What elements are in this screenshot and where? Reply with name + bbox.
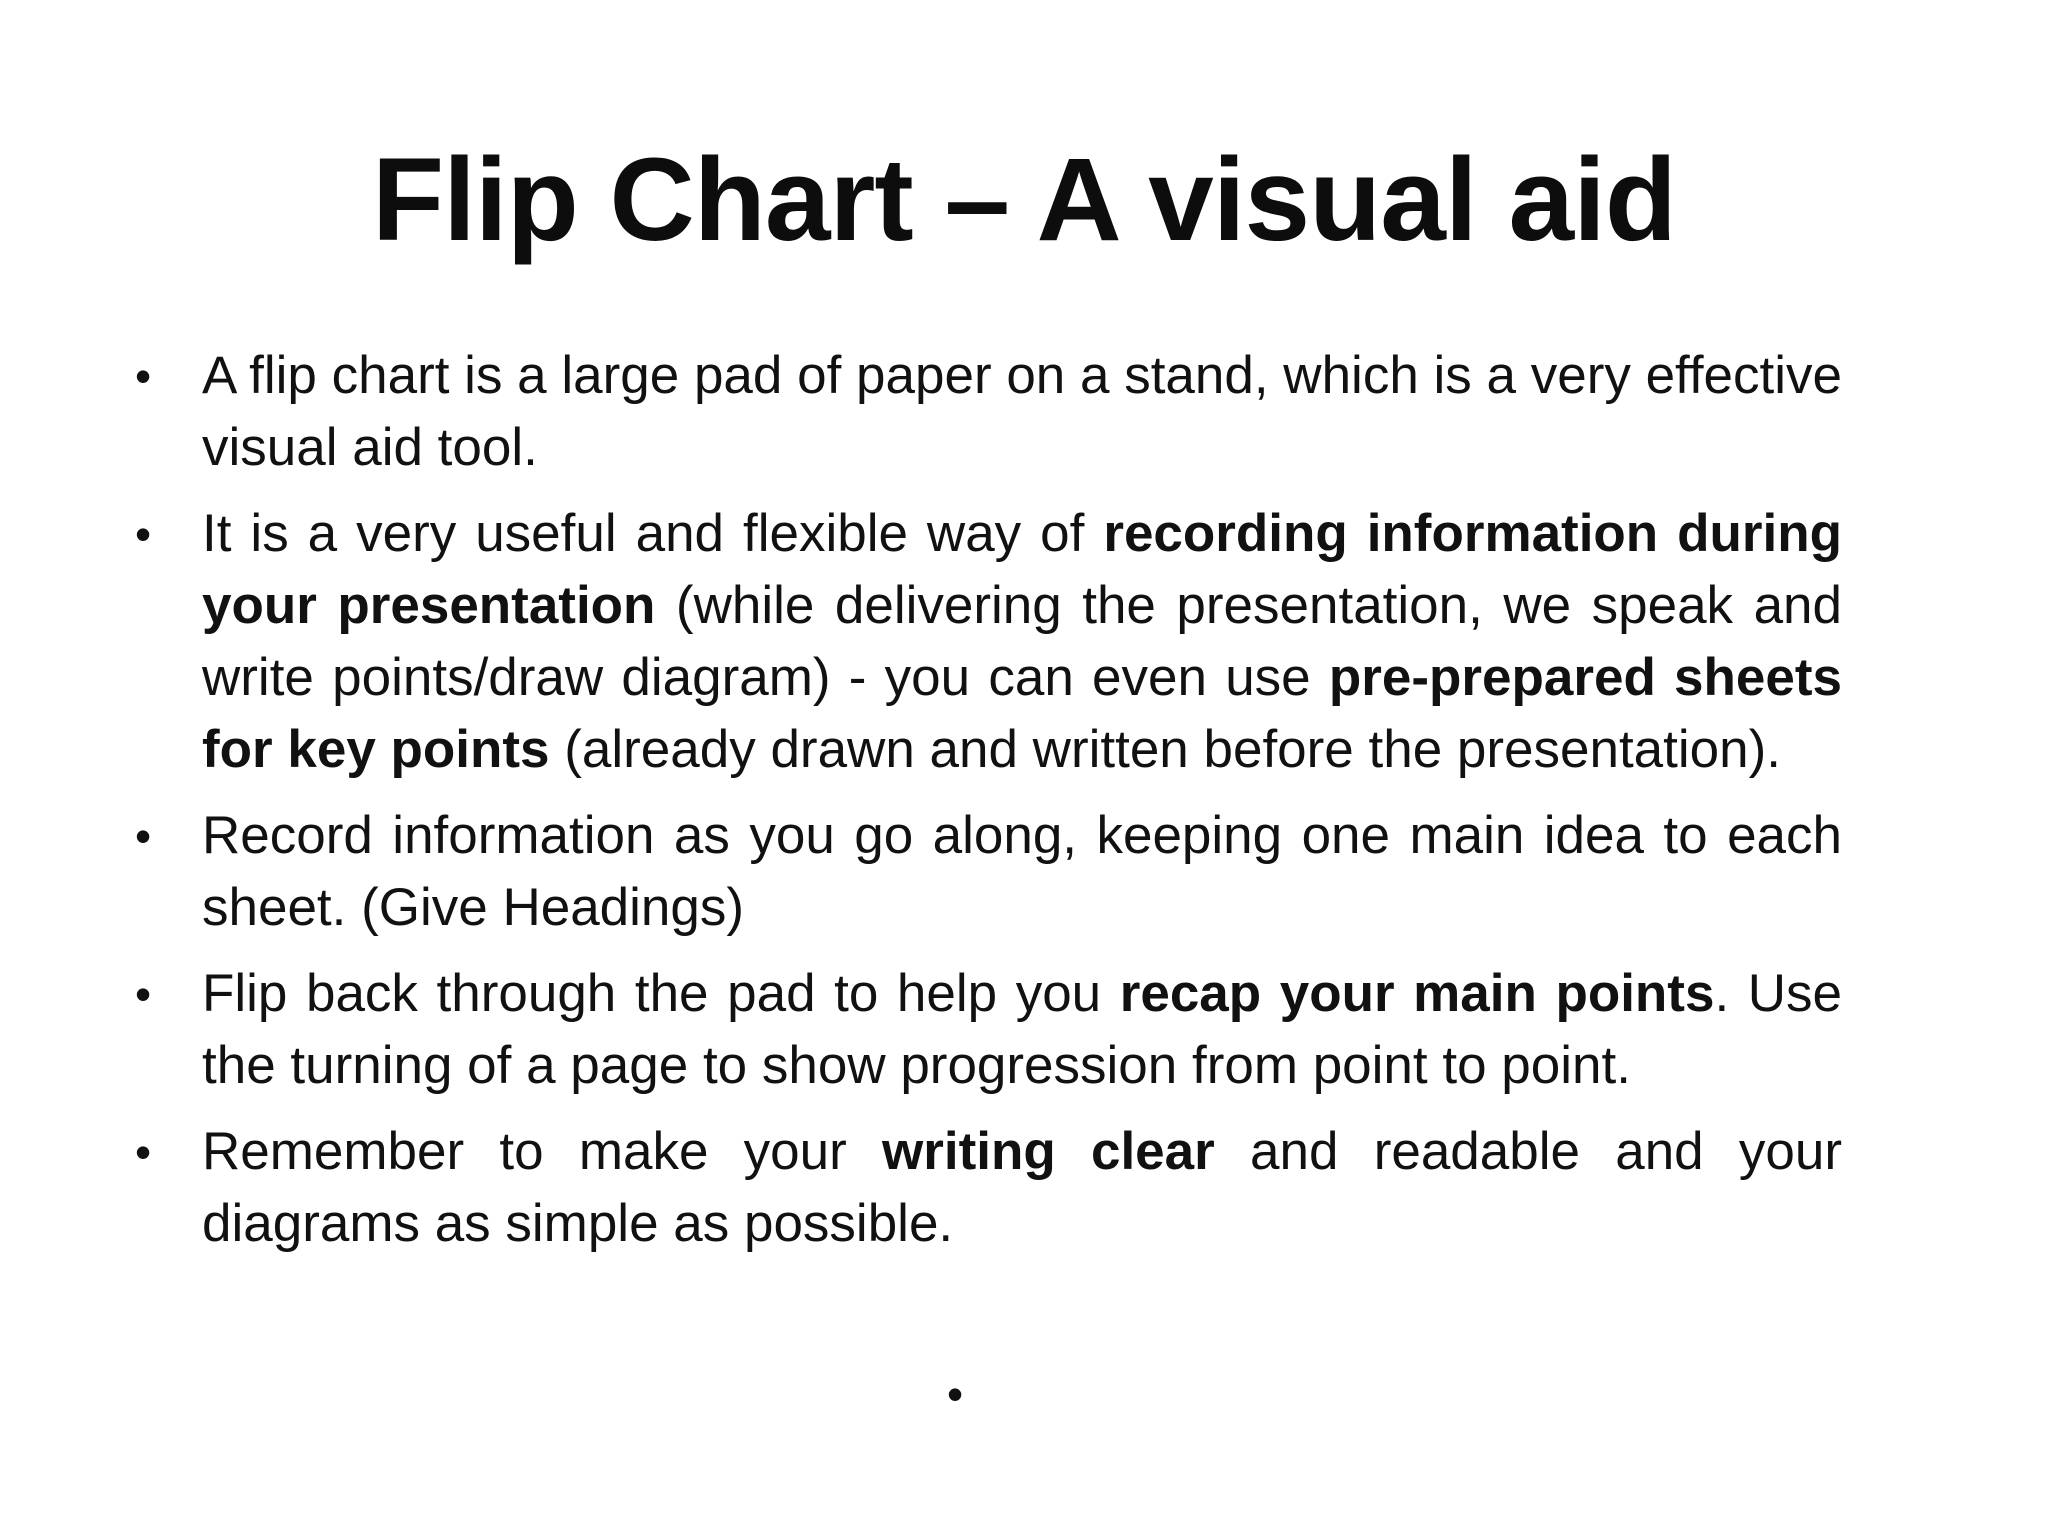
bullet-item — [134, 800, 1842, 944]
bullet-dot: • — [134, 508, 152, 560]
bullet-emphasis: pre-prepared sheets for key points — [202, 648, 1842, 779]
empty-bullet-dot: • — [946, 1368, 964, 1420]
bullet-text: Flip back through the pad to help you — [202, 964, 1120, 1023]
bullet-text: (already drawn and written before the presentation). — [549, 720, 1781, 779]
bullet-item — [134, 498, 1842, 786]
bullet-item — [134, 340, 1842, 484]
bullet-text: (while delivering the presentation, we speak and write points/draw diagram) - you can even use — [202, 576, 1842, 707]
bullet-dot: • — [134, 968, 152, 1020]
bullet-text: Record information as you go along, keeping one main idea to each sheet. (Give Headings) — [202, 806, 1842, 937]
bullet-item — [134, 1116, 1843, 1260]
bullet-text: It is a very useful and flexible way of — [202, 504, 1104, 563]
bullet-emphasis: recap your main points — [1119, 964, 1715, 1023]
bullet-text: A flip chart is a large pad of paper on a stand, which is a very effective visual aid tool. — [202, 346, 1842, 477]
bullet-dot: • — [134, 350, 152, 402]
bullet-dot: • — [134, 1126, 152, 1178]
bullet-item — [134, 958, 1842, 1102]
bullet-dot: • — [134, 810, 152, 862]
bullet-emphasis: writing clear — [882, 1122, 1215, 1181]
bullet-emphasis: recording information during your presentation — [202, 504, 1842, 635]
bullet-text: and readable and your diagrams as simple as possible. — [202, 1122, 1843, 1253]
slide-title: Flip Chart – A visual aid — [372, 134, 1676, 266]
bullet-list — [134, 340, 1843, 1274]
bullet-text: Remember to make your — [202, 1122, 883, 1181]
bullet-text: . Use the turning of a page to show progression from point to point. — [202, 964, 1842, 1095]
